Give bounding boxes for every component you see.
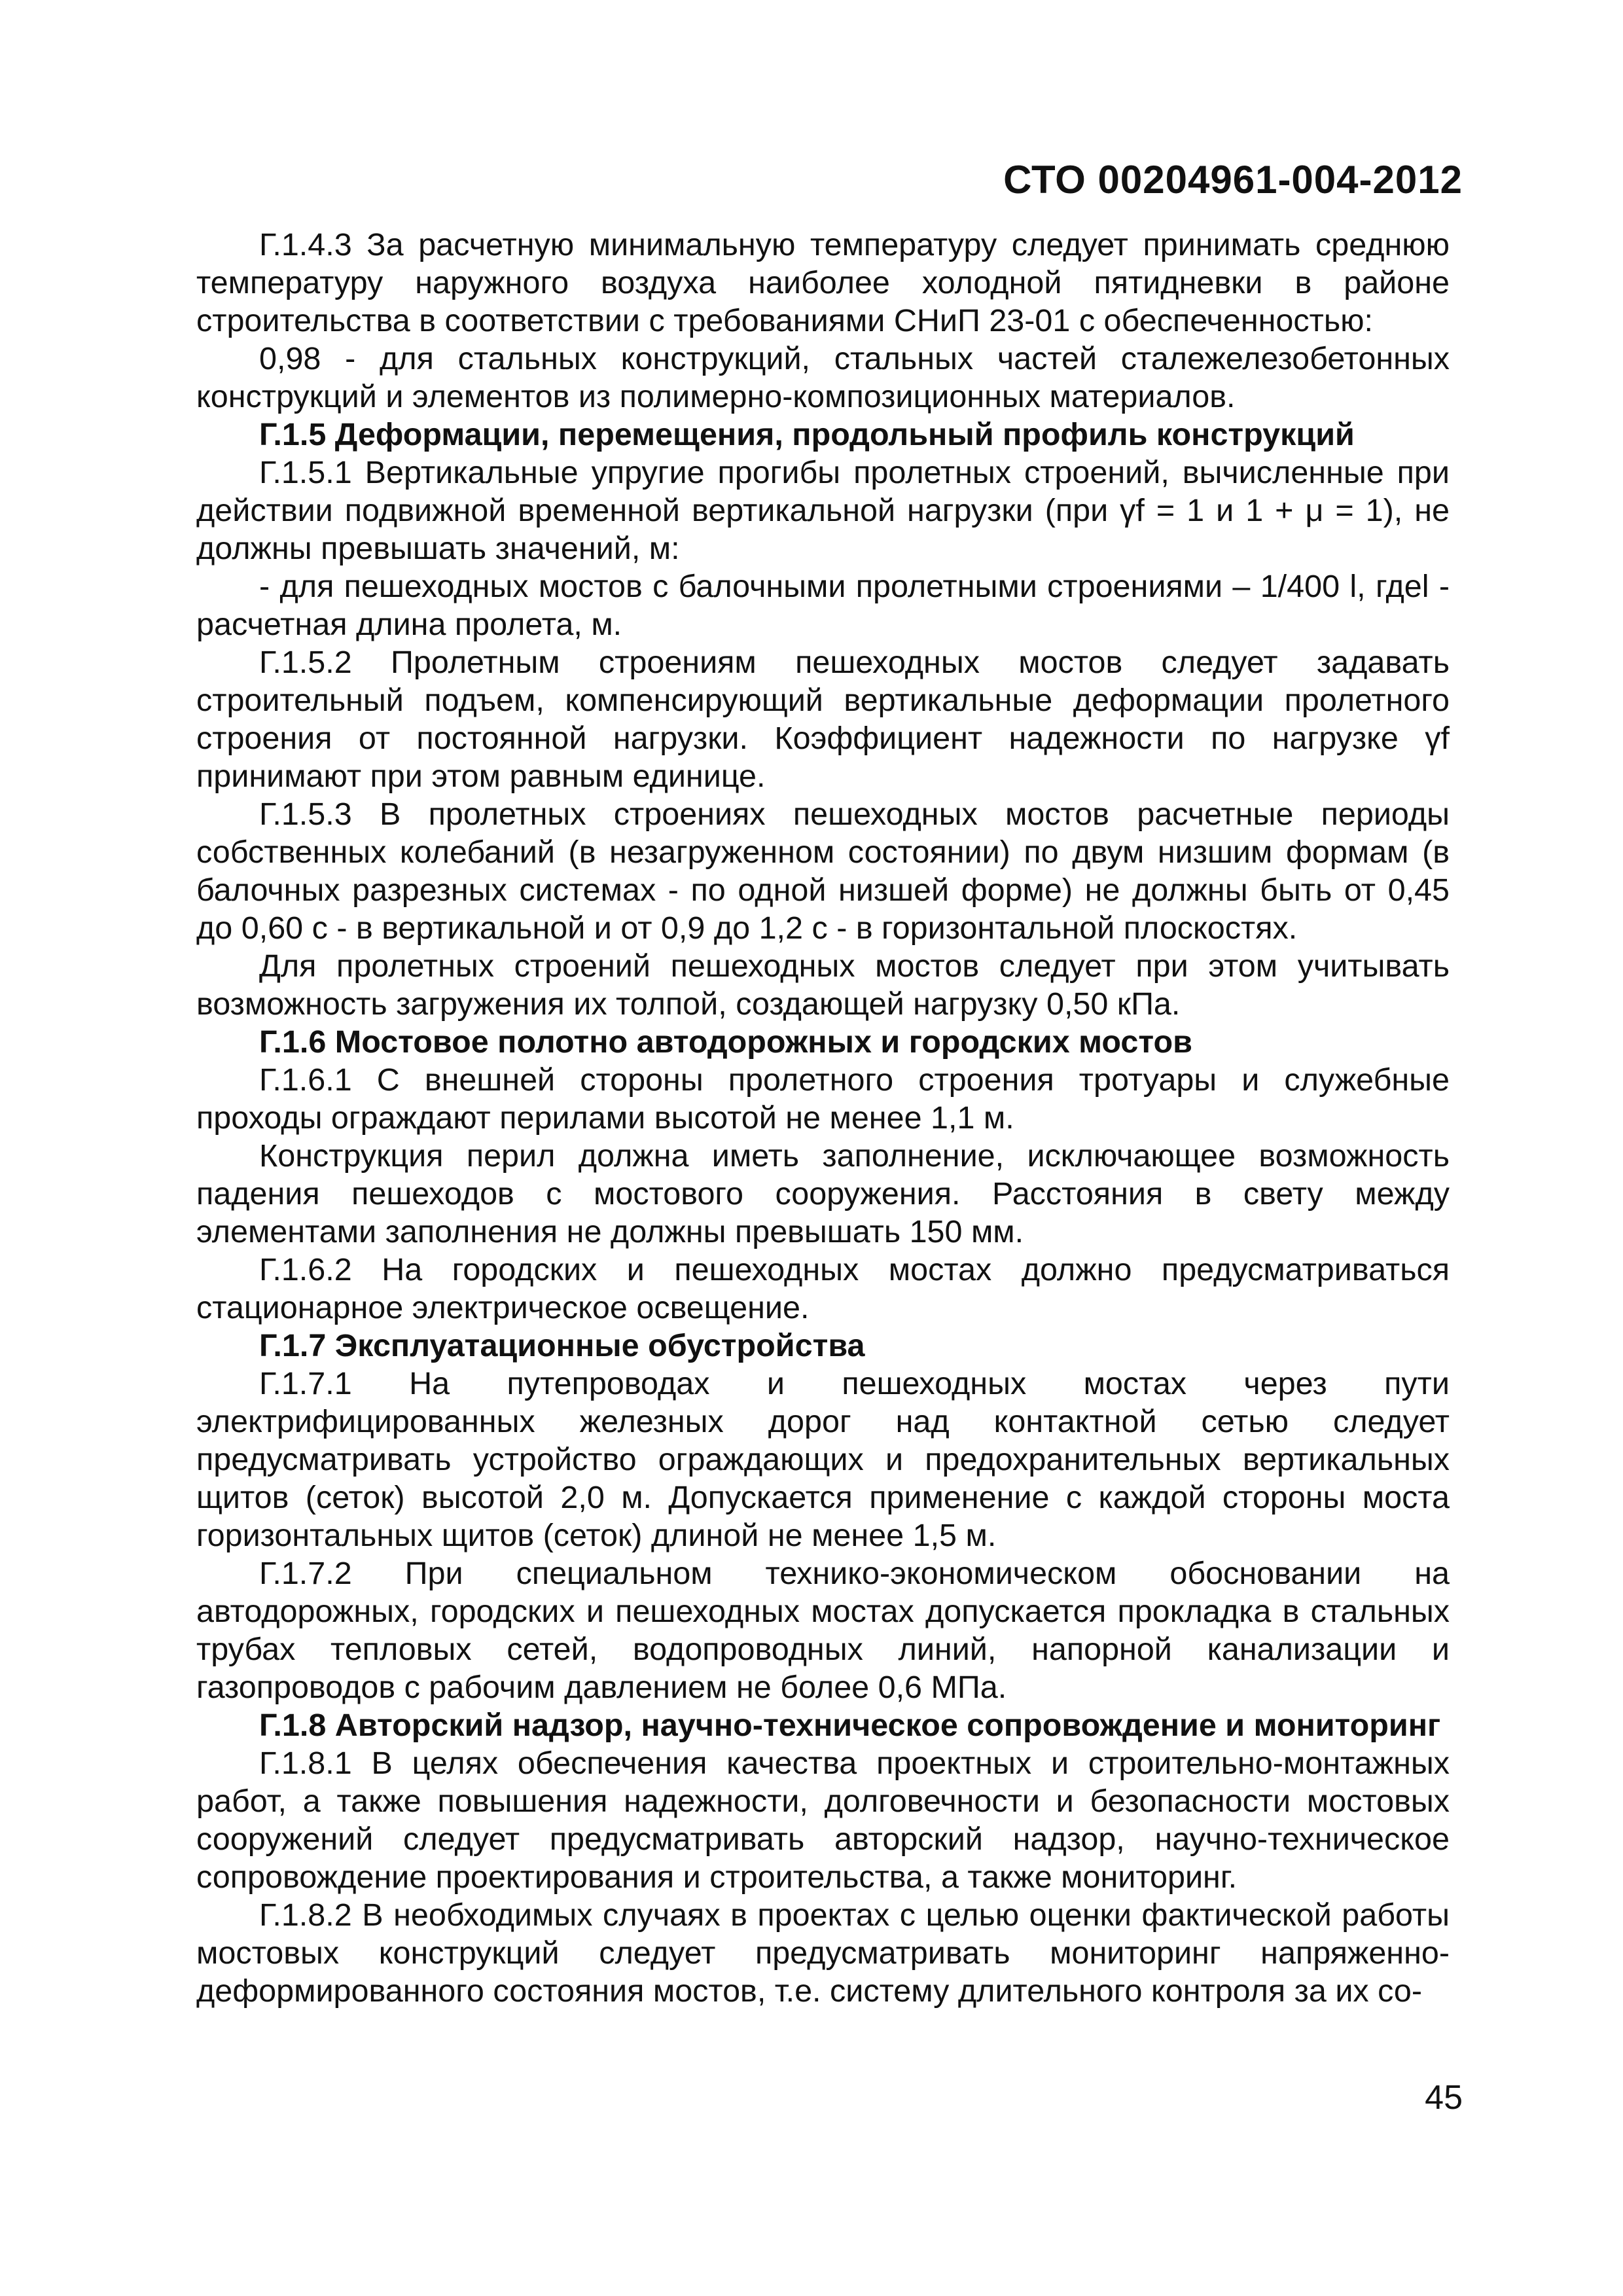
paragraph-crowd-load: Для пролетных строений пешеходных мостов следует при этом учитывать возможность загружения их толпой, создающей нагрузку 0,50 кПа. (196, 948, 1450, 1022)
page-number: 45 (1425, 2079, 1463, 2117)
paragraph-g-1-8-2: Г.1.8.2 В необходимых случаях в проектах с целью оценки фактической работы мостовых конструкций следует предусматривать мониторинг напряженно-деформированного состояния мостов, т.е. систему длительного контроля за их со- (196, 1897, 1450, 2009)
section-heading-g-1-8: Г.1.8 Авторский надзор, научно-техническое сопровождение и мониторинг (259, 1708, 1441, 1743)
paragraph-railing-infill: Конструкция перил должна иметь заполнение, исключающее возможность падения пешеходов с мостового сооружения. Расстояния в свету между элементами заполнения не должны превышать 150 мм. (196, 1138, 1450, 1249)
paragraph-g-1-4-3: Г.1.4.3 За расчетную минимальную температуру следует принимать среднюю температуру наружного воздуха наиболее холодной пятидневки в районе строительства в соответствии с требованиями СНиП 23-01 с обеспеченностью: (196, 227, 1450, 338)
paragraph-g-1-7-2: Г.1.7.2 При специальном технико-экономическом обосновании на автодорожных, городских и пешеходных мостах допускается прокладка в стальных трубах тепловых сетей, водопроводных линий, напорной канализации и газопроводов с рабочим давлением не более 0,6 МПа. (196, 1556, 1450, 1705)
paragraph-g-1-5-2: Г.1.5.2 Пролетным строениям пешеходных мостов следует задавать строительный подъем, компенсирующий вертикальные деформации пролетного строения от постоянной нагрузки. Коэффициент надежности по нагрузке γf принимают при этом равным единице. (196, 645, 1450, 794)
document-body (196, 226, 1450, 2010)
section-heading-g-1-7: Г.1.7 Эксплуатационные обустройства (259, 1328, 865, 1363)
section-heading-g-1-5: Г.1.5 Деформации, перемещения, продольный профиль конструкций (259, 417, 1355, 452)
paragraph-g-1-6-1: Г.1.6.1 С внешней стороны пролетного строения тротуары и служебные проходы ограждают перилами высотой не менее 1,1 м. (196, 1062, 1450, 1136)
paragraph-g-1-7-1: Г.1.7.1 На путепроводах и пешеходных мостах через пути электрифицированных железных дорог над контактной сетью следует предусматривать устройство ограждающих и предохранительных вертикальных щитов (сеток) высотой 2,0 м. Допускается применение с каждой стороны моста горизонтальных щитов (сеток) длиной не менее 1,5 м. (196, 1366, 1450, 1553)
paragraph-g-1-5-1: Г.1.5.1 Вертикальные упругие прогибы пролетных строений, вычисленные при действии подвижной временной вертикальной нагрузки (при γf = 1 и 1 + μ = 1), не должны превышать значений, м: (196, 455, 1450, 566)
paragraph-steel-coefficient: 0,98 - для стальных конструкций, стальных частей сталежелезобетонных конструкций и элементов из полимерно-композиционных материалов. (196, 341, 1450, 414)
paragraph-pedestrian-deflection: - для пешеходных мостов с балочными пролетными строениями – 1/400 l, гдеl - расчетная длина пролета, м. (196, 569, 1450, 642)
paragraph-g-1-6-2: Г.1.6.2 На городских и пешеходных мостах должно предусматриваться стационарное электрическое освещение. (196, 1252, 1450, 1325)
document-code-header: СТО 00204961-004-2012 (1003, 158, 1463, 202)
paragraph-g-1-5-3: Г.1.5.3 В пролетных строениях пешеходных мостов расчетные периоды собственных колебаний (в незагруженном состоянии) по двум низшим формам (в балочных разрезных системах - по одной низшей форме) не должны быть от 0,45 до 0,60 с - в вертикальной и от 0,9 до 1,2 с - в горизонтальной плоскостях. (196, 797, 1450, 946)
paragraph-g-1-8-1: Г.1.8.1 В целях обеспечения качества проектных и строительно-монтажных работ, а также повышения надежности, долговечности и безопасности мостовых сооружений следует предусматривать авторский надзор, научно-техническое сопровождение проектирования и строительства, а также мониторинг. (196, 1746, 1450, 1895)
section-heading-g-1-6: Г.1.6 Мостовое полотно автодорожных и городских мостов (259, 1024, 1192, 1060)
